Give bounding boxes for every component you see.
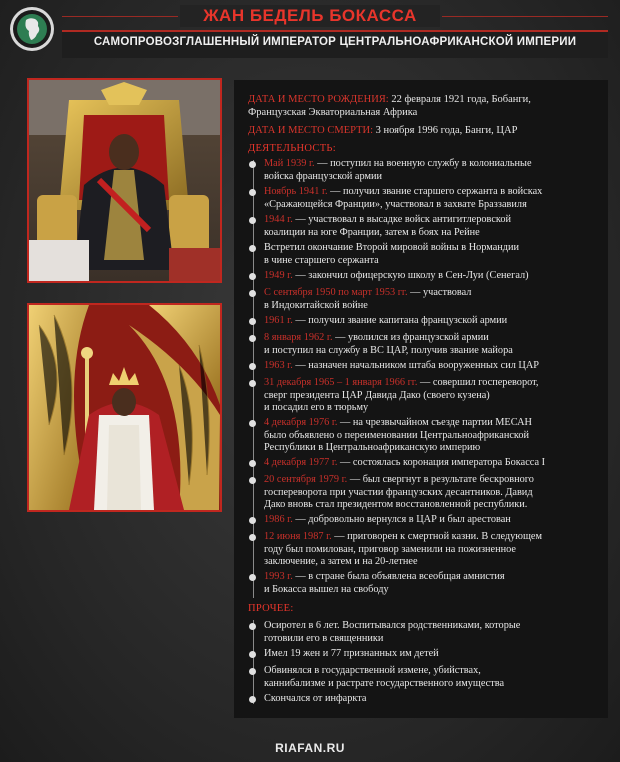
birth-line-1 bbox=[248, 93, 531, 106]
activity-text: — приговорен к смертной казни. В следующем bbox=[331, 531, 542, 542]
other-timeline-line bbox=[253, 620, 254, 704]
timeline-dot bbox=[249, 245, 256, 252]
activity-date: 1993 г. bbox=[264, 571, 293, 582]
activity-text: — закончил офицерскую школу в Сен-Луи (Сенегал) bbox=[292, 270, 529, 281]
timeline-dot bbox=[249, 696, 256, 703]
activity-text: сверг президента ЦАР Давида Дако (своего кузена) bbox=[264, 389, 490, 401]
activity-item bbox=[264, 360, 604, 373]
timeline-dot bbox=[249, 273, 256, 280]
activity-date: С сентября 1950 по март 1953 гг. bbox=[264, 287, 408, 298]
activity-text: и посадил его в тюрьму bbox=[264, 402, 369, 413]
activity-item bbox=[264, 270, 604, 283]
activity-text: госпереворота при участии французских десантников. Давид bbox=[264, 486, 533, 498]
title-rule-left bbox=[62, 16, 178, 17]
activity-text: Встретил окончание Второй мировой войны в Нормандии bbox=[264, 242, 520, 253]
header bbox=[0, 0, 620, 62]
activity-date: 1963 г. bbox=[264, 360, 293, 371]
activity-text: — совершил госпереворот, bbox=[417, 377, 539, 388]
timeline-dot bbox=[249, 517, 256, 524]
timeline-dot bbox=[249, 460, 256, 467]
activity-date: 4 декабря 1976 г. bbox=[264, 417, 338, 428]
timeline-dot bbox=[249, 420, 256, 427]
timeline-dot bbox=[249, 380, 256, 387]
timeline-dot bbox=[249, 189, 256, 196]
activity-item bbox=[264, 315, 604, 328]
activity-item bbox=[264, 377, 604, 415]
activity-text: — участвовал bbox=[407, 287, 472, 298]
activity-text: — поступил на военную службу в колониальные bbox=[314, 158, 532, 169]
activity-item bbox=[264, 242, 604, 267]
activity-timeline-line bbox=[253, 160, 254, 598]
activity-item bbox=[264, 417, 604, 455]
footer-site[interactable]: RIAFAN.RU bbox=[275, 741, 345, 755]
timeline-dot bbox=[249, 318, 256, 325]
activity-text: в чине старшего сержанта bbox=[264, 254, 379, 266]
other-text: Обвинялся в государственной измене, убийствах, bbox=[264, 665, 481, 676]
activity-heading: ДЕЯТЕЛЬНОСТЬ: bbox=[248, 143, 336, 154]
activity-date: 1944 г. bbox=[264, 214, 293, 225]
activity-date: 1986 г. bbox=[264, 514, 293, 525]
other-text: готовили его в священники bbox=[264, 632, 384, 644]
activity-text: в Индокитайской войне bbox=[264, 299, 368, 311]
activity-text: коалиции на юге Франции, затем в боях на Рейне bbox=[264, 226, 480, 238]
timeline-dot bbox=[249, 217, 256, 224]
timeline-dot bbox=[249, 161, 256, 168]
other-text: каннибализме и растрате государственного имущества bbox=[264, 677, 505, 689]
timeline-dot bbox=[249, 668, 256, 675]
activity-text: — получил звание капитана французской армии bbox=[292, 315, 508, 326]
timeline-dot bbox=[249, 651, 256, 658]
activity-date: 4 декабря 1977 г. bbox=[264, 457, 338, 468]
activity-text: году был помилован, приговор заменили на пожизненное bbox=[264, 543, 516, 555]
activity-date: 31 декабря 1965 – 1 января 1966 гг. bbox=[264, 377, 418, 388]
activity-text: — был свергнут в результате бескровного bbox=[347, 474, 534, 485]
activity-item bbox=[264, 457, 604, 470]
birth-value-2: Французская Экваториальная Африка bbox=[248, 107, 418, 118]
portrait-photo-throne bbox=[27, 78, 222, 283]
activity-text: войска французской армии bbox=[264, 170, 383, 182]
birth-label: ДАТА И МЕСТО РОЖДЕНИЯ: bbox=[248, 94, 389, 105]
death-line bbox=[248, 124, 517, 137]
activity-item bbox=[264, 186, 604, 211]
other-item bbox=[264, 665, 604, 690]
activity-text: — получил звание старшего сержанта в войсках bbox=[327, 186, 543, 197]
activity-text: Дако вновь стал президентом восстановленной республики. bbox=[264, 499, 528, 510]
death-value: 3 ноября 1996 года, Банги, ЦАР bbox=[375, 125, 518, 136]
activity-text: — в стране была объявлена всеобщая амнистия bbox=[292, 571, 505, 582]
activity-item bbox=[264, 332, 604, 357]
timeline-dot bbox=[249, 574, 256, 581]
activity-text: и Бокасса вышел на свободу bbox=[264, 583, 389, 595]
page-title: ЖАН БЕДЕЛЬ БОКАССА bbox=[180, 5, 440, 27]
other-item bbox=[264, 648, 604, 661]
activity-text: — назначен начальником штаба вооруженных сил ЦАР bbox=[292, 360, 540, 371]
timeline-dot bbox=[249, 477, 256, 484]
riafan-logo bbox=[9, 6, 55, 52]
activity-item bbox=[264, 214, 604, 239]
activity-date: 1961 г. bbox=[264, 315, 293, 326]
timeline-dot bbox=[249, 623, 256, 630]
activity-text: — добровольно вернулся в ЦАР и был арестован bbox=[292, 514, 511, 525]
activity-date: 8 января 1962 г. bbox=[264, 332, 333, 343]
timeline-dot bbox=[249, 335, 256, 342]
activity-text: — состоялась коронация императора Бокасса I bbox=[337, 457, 546, 468]
other-heading: ПРОЧЕЕ: bbox=[248, 603, 294, 614]
subtitle-bar bbox=[62, 30, 608, 58]
other-text: Скончался от инфаркта bbox=[264, 693, 367, 704]
timeline-dot bbox=[249, 534, 256, 541]
activity-item bbox=[264, 158, 604, 183]
activity-date: 1949 г. bbox=[264, 270, 293, 281]
activity-date: Май 1939 г. bbox=[264, 158, 315, 169]
activity-text: Республики в Центральноафриканскую империю bbox=[264, 442, 481, 453]
activity-text: заключение, а затем и на 20-летнее bbox=[264, 556, 418, 567]
portrait-photo-coronation bbox=[27, 303, 222, 512]
activity-date: 12 июня 1987 г. bbox=[264, 531, 332, 542]
activity-text: было объявлено о переименовании Центральноафриканской bbox=[264, 429, 530, 441]
page-subtitle: САМОПРОВОЗГЛАШЕННЫЙ ИМПЕРАТОР ЦЕНТРАЛЬНОАФРИКАНСКОЙ ИМПЕРИИ bbox=[93, 36, 577, 48]
activity-text: — уволился из французской армии bbox=[332, 332, 489, 343]
title-rule-right bbox=[442, 16, 608, 17]
activity-item bbox=[264, 531, 604, 569]
other-item bbox=[264, 693, 604, 706]
death-label: ДАТА И МЕСТО СМЕРТИ: bbox=[248, 125, 374, 136]
activity-text: — участвовал в высадке войск антигитлеровской bbox=[292, 214, 512, 225]
activity-item bbox=[264, 474, 604, 512]
other-text: Осиротел в 6 лет. Воспитывался родственниками, которые bbox=[264, 620, 521, 631]
timeline-dot bbox=[249, 290, 256, 297]
activity-date: 20 сентября 1979 г. bbox=[264, 474, 348, 485]
activity-item bbox=[264, 571, 604, 596]
activity-text: и поступил на службу в ВС ЦАР, получив звание майора bbox=[264, 344, 513, 356]
activity-date: Ноябрь 1941 г. bbox=[264, 186, 328, 197]
other-item bbox=[264, 620, 604, 645]
activity-item bbox=[264, 514, 604, 527]
activity-item bbox=[264, 287, 604, 312]
activity-text: — на чрезвычайном съезде партии МЕСАН bbox=[337, 417, 532, 428]
activity-text: «Сражающейся Франции», участвовал в захвате Браззавиля bbox=[264, 198, 527, 210]
timeline-dot bbox=[249, 363, 256, 370]
other-text: Имел 19 жен и 77 признанных им детей bbox=[264, 648, 439, 659]
birth-value: 22 февраля 1921 года, Бобанги, bbox=[391, 94, 531, 105]
